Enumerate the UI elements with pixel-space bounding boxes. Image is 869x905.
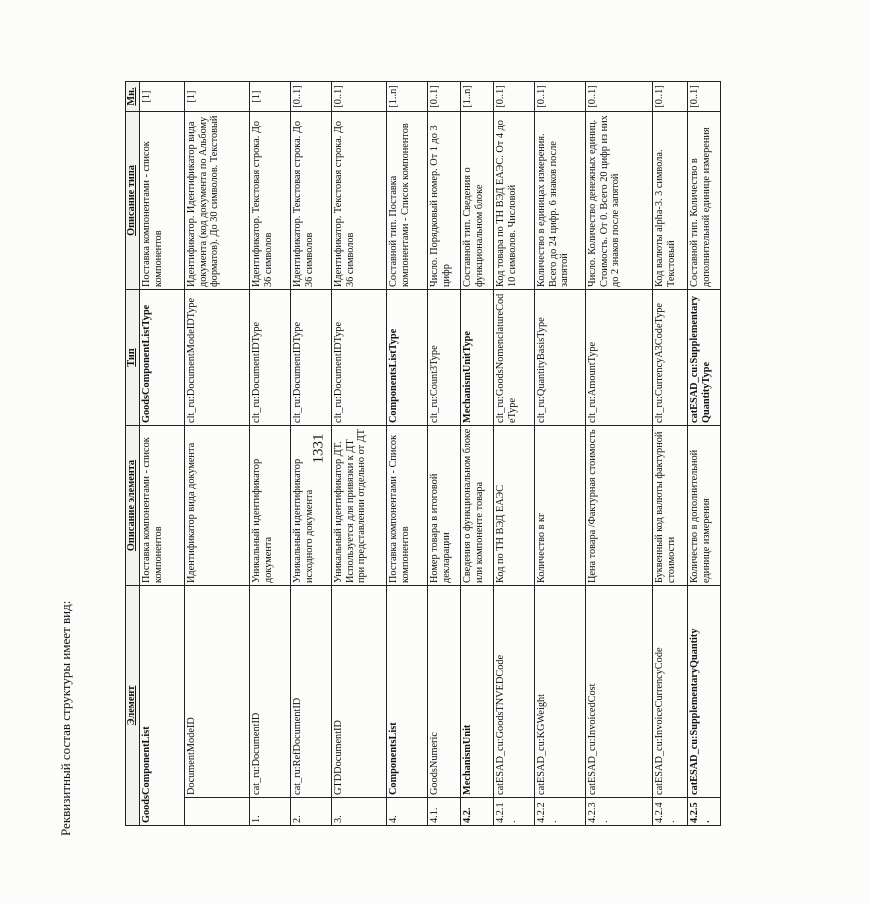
- row-number: 3.: [332, 798, 387, 826]
- row-type-description: Поставка компонентами - список компонентов: [140, 112, 185, 290]
- row-type: clt_ru:AmountType: [586, 290, 653, 426]
- table-row: [387, 82, 428, 826]
- row-element-description: Уникальный идентификатор ДТ. Используется для привязки к ДТ при представлении отдельно от ДТ: [332, 426, 387, 586]
- row-element: catESAD_cu:SupplementaryQuantity: [688, 586, 721, 798]
- row-element: MechanismUnit: [461, 586, 494, 798]
- row-element-description: Сведения о функциональном блоке или компоненте товара: [461, 426, 494, 586]
- row-element-description: Уникальный идентификатор документа: [250, 426, 291, 586]
- row-element-description: Цена товара /Фактурная стоимость: [586, 426, 653, 586]
- row-element: catESAD_cu:InvoiceCurrencyCode: [653, 586, 688, 798]
- row-element: GTDDocumentID: [332, 586, 387, 798]
- row-type: clt_ru:CurrencyA3CodeType: [653, 290, 688, 426]
- row-multiplicity: [1]: [140, 82, 185, 112]
- row-number: 4.2.1.: [494, 798, 535, 826]
- row-type: clt_ru:DocumentIDType: [250, 290, 291, 426]
- row-type-description: Идентификатор. Текстовая строка. До 36 символов: [332, 112, 387, 290]
- row-element-description: Идентификатор вида документа: [185, 426, 250, 586]
- row-type-description: Количество в единицах измерения. Всего до 24 цифр. 6 знаков после запятой: [535, 112, 586, 290]
- row-number: 4.1.: [428, 798, 461, 826]
- row-element: GoodsComponentList: [140, 586, 185, 826]
- row-multiplicity: [0..1]: [653, 82, 688, 112]
- row-element: DocumentModeID: [185, 586, 250, 798]
- header-element: Элемент: [126, 586, 140, 826]
- row-type: clt_ru:QuantityBasisType: [535, 290, 586, 426]
- row-multiplicity: [0..1]: [688, 82, 721, 112]
- row-type-description: Составной тип. Количество в дополнительной единице измерения: [688, 112, 721, 290]
- row-multiplicity: [0..1]: [428, 82, 461, 112]
- row-element: catESAD_cu:InvoicedCost: [586, 586, 653, 798]
- row-element-description: Поставка компонентами - список компонентов: [140, 426, 185, 586]
- table-row: [428, 82, 461, 826]
- row-number: 1.: [250, 798, 291, 826]
- table-row: [535, 82, 586, 826]
- row-number: 4.2.4.: [653, 798, 688, 826]
- row-number: 2.: [291, 798, 332, 826]
- row-type-description: Идентификатор. Текстовая строка. До 36 символов: [250, 112, 291, 290]
- row-type-description: Число. Порядковый номер. От 1 до 3 цифр: [428, 112, 461, 290]
- row-number: 4.2.: [461, 798, 494, 826]
- row-element: ComponentsList: [387, 586, 428, 798]
- row-multiplicity: [0..1]: [586, 82, 653, 112]
- row-multiplicity: [0..1]: [494, 82, 535, 112]
- table-row: [185, 82, 250, 826]
- header-multiplicity: Мн.: [126, 82, 140, 112]
- row-type: GoodsComponentListType: [140, 290, 185, 426]
- table-row: [586, 82, 653, 826]
- row-element: GoodsNumeric: [428, 586, 461, 798]
- table-row: [291, 82, 332, 826]
- row-element: catESAD_cu:KGWeight: [535, 586, 586, 798]
- row-element-description: Номер товара в итоговой декларации: [428, 426, 461, 586]
- row-element-description: Буквенный код валюты фактурной стоимости: [653, 426, 688, 586]
- table-header-row: [126, 82, 140, 826]
- header-element-description: Описание элемента: [126, 426, 140, 586]
- row-type: clt_ru:DocumentIDType: [291, 290, 332, 426]
- table-row: [250, 82, 291, 826]
- header-type-description: Описание типа: [126, 112, 140, 290]
- row-type-description: Составной тип. Поставка компонентами - Список компонентов: [387, 112, 428, 290]
- row-element: cat_ru:DocumentID: [250, 586, 291, 798]
- row-number: [185, 798, 250, 826]
- structure-table: [125, 81, 721, 826]
- row-type-description: Код товара по ТН ВЭД ЕАЭС. От 4 до 10 символов. Числовой: [494, 112, 535, 290]
- row-type: clt_ru:Count3Type: [428, 290, 461, 426]
- row-number: 4.2.5.: [688, 798, 721, 826]
- table-row: [332, 82, 387, 826]
- row-type: clt_ru:DocumentIDType: [332, 290, 387, 426]
- intro-text: Реквизитный состав структуры имеет вид:: [58, 600, 73, 836]
- row-type: catESAD_cu:SupplementaryQuantityType: [688, 290, 721, 426]
- row-number: 4.2.2.: [535, 798, 586, 826]
- table-row: [688, 82, 721, 826]
- row-multiplicity: [0..1]: [332, 82, 387, 112]
- table-row: [653, 82, 688, 826]
- table-row: [461, 82, 494, 826]
- row-type: MechanismUnitType: [461, 290, 494, 426]
- row-element-description: Уникальный идентификатор исходного документа: [291, 426, 332, 586]
- row-element: catESAD_cu:GoodsTNVEDCode: [494, 586, 535, 798]
- row-type-description: Код валюты alpha-3. 3 символа. Текстовый: [653, 112, 688, 290]
- header-type: Тип: [126, 290, 140, 426]
- row-multiplicity: [1]: [185, 82, 250, 112]
- row-element-description: Количество в кг: [535, 426, 586, 586]
- row-multiplicity: [1..n]: [461, 82, 494, 112]
- row-multiplicity: [0..1]: [535, 82, 586, 112]
- row-element-description: Код по ТН ВЭД ЕАЭС: [494, 426, 535, 586]
- row-multiplicity: [0..1]: [291, 82, 332, 112]
- row-type-description: Число. Количество денежных единиц. Стоимость. От 0. Всего 20 цифр из них до 2 знаков после запятой: [586, 112, 653, 290]
- row-type: clt_ru:GoodsNomenclatureCodeType: [494, 290, 535, 426]
- table-row: [140, 82, 185, 826]
- row-type-description: Идентификатор. Текстовая строка. До 36 символов: [291, 112, 332, 290]
- row-element: cat_ru:RefDocumentID: [291, 586, 332, 798]
- row-multiplicity: [1..n]: [387, 82, 428, 112]
- row-number: 4.: [387, 798, 428, 826]
- row-type: clt_ru:DocumentModeIDType: [185, 290, 250, 426]
- row-element-description: Поставка компонентами - Список компонентов: [387, 426, 428, 586]
- row-type: ComponentsListType: [387, 290, 428, 426]
- row-element-description: Количество в дополнительной единице измерения: [688, 426, 721, 586]
- table-row: [494, 82, 535, 826]
- page-number: 1331: [310, 433, 327, 464]
- row-multiplicity: [1]: [250, 82, 291, 112]
- row-type-description: Составной тип. Сведения о функциональном блоке: [461, 112, 494, 290]
- row-number: 4.2.3.: [586, 798, 653, 826]
- row-type-description: Идентификатор. Идентификатор вида документа (код документа по Альбому форматов). До 30 символов. Текстовый: [185, 112, 250, 290]
